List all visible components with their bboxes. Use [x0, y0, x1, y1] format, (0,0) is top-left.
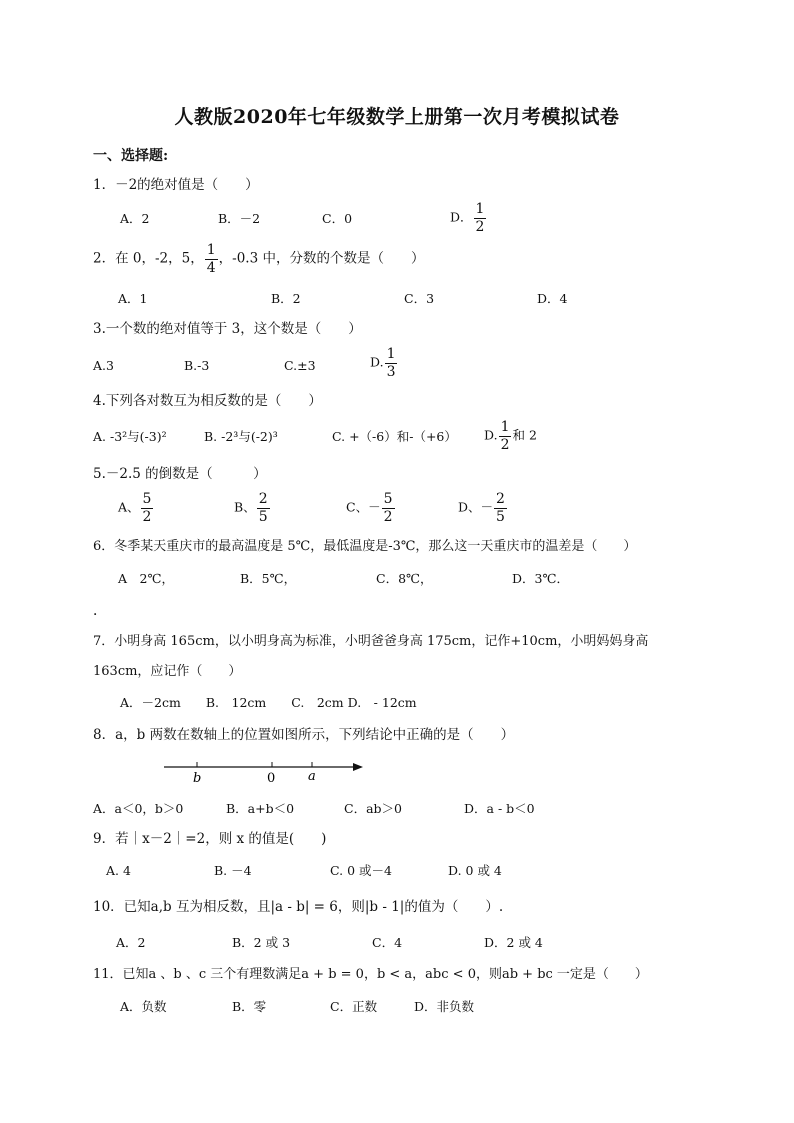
section-heading: 一、选择题: — [93, 148, 169, 164]
q5-option-c-label: C、－ — [346, 499, 381, 515]
q5-a-denominator: 2 — [142, 508, 152, 525]
q4-fraction — [499, 420, 512, 452]
q8-option-c: C．ab＞0 — [344, 801, 402, 816]
q2-option-c: C．3 — [404, 291, 435, 306]
q1-option-c: C．0 — [322, 211, 353, 226]
label-0: 0 — [267, 771, 276, 786]
q2-stem-pre: 2．在 0，-2，5， — [93, 250, 204, 267]
q6-option-b: B．5℃， — [240, 571, 297, 586]
q5-option-a-label: A、 — [118, 499, 140, 515]
q1-option-d-label: D． — [450, 209, 473, 225]
question-8-stem: 8．a，b 两数在数轴上的位置如图所示，下列结论中正确的是（ ） — [93, 727, 515, 743]
q6-option-a: A 2℃， — [118, 571, 174, 586]
q6-option-c: C．8℃， — [376, 571, 433, 586]
q3-option-c: C.±3 — [284, 358, 316, 373]
q2-fraction-denominator: 4 — [206, 259, 216, 276]
q11-option-d: D．非负数 — [414, 999, 475, 1014]
q1-fraction — [474, 202, 487, 234]
q4-option-d-label: D. — [484, 427, 498, 443]
question-11-stem: 11．已知a 、b 、c 三个有理数满足a + b = 0，b < a，abc < 0，则ab + bc 一定是（ ） — [93, 967, 648, 982]
q1-option-d — [450, 202, 487, 234]
q2-fraction-numerator: 1 — [206, 242, 216, 258]
q10-option-d: D．2 或 4 — [484, 935, 543, 950]
number-line-figure — [160, 758, 370, 788]
q2-option-d: D．4 — [537, 291, 568, 306]
q9-option-b: B. －4 — [214, 863, 252, 878]
q9-option-d: D. 0 或 4 — [448, 863, 502, 878]
q2-option-a: A．1 — [118, 291, 148, 306]
question-7-stem-line-1: 7．小明身高 165cm，以小明身高为标准，小明爸爸身高 175cm，记作+10cm，小明妈妈身高 — [93, 634, 649, 649]
question-5-stem: 5.－2.5 的倒数是（ ） — [93, 466, 267, 482]
q4-option-d — [484, 420, 537, 452]
q5-option-d — [458, 492, 508, 524]
question-10-stem: 10．已知a,b 互为相反数，且|a - b| = 6，则|b - 1|的值为（ ）. — [93, 899, 504, 915]
q9-option-a: A. 4 — [106, 863, 131, 878]
number-line-svg — [160, 758, 370, 788]
q4-option-a: A. -3²与(-3)² — [93, 429, 167, 444]
q3-option-a: A.3 — [93, 358, 114, 373]
q5-d-numerator: 2 — [496, 491, 505, 507]
q8-option-a: A．a＜0，b＞0 — [93, 801, 184, 816]
q1-fraction-denominator: 2 — [475, 218, 485, 235]
q3-fraction-denominator: 3 — [386, 363, 396, 380]
q4-fraction-numerator: 1 — [500, 419, 510, 435]
q5-c-denominator: 2 — [383, 508, 393, 525]
q3-option-d-label: D. — [370, 354, 384, 370]
q5-option-a — [118, 492, 154, 524]
q8-option-d: D．a - b＜0 — [464, 801, 535, 816]
q11-option-c: C．正数 — [330, 999, 378, 1014]
q1-option-a: A．2 — [120, 211, 150, 226]
question-2-stem — [93, 243, 424, 275]
page-title: 人教版2020年七年级数学上册第一次月考模拟试卷 — [174, 106, 620, 128]
question-1-stem: 1．－2的绝对值是（ ） — [93, 177, 259, 193]
q5-option-d-label: D、－ — [458, 499, 494, 515]
q2-fraction — [205, 243, 218, 275]
q6-option-d: D．3℃． — [512, 571, 569, 586]
q1-fraction-numerator: 1 — [475, 201, 485, 217]
q5-fraction-b — [257, 492, 270, 524]
q4-fraction-denominator: 2 — [500, 436, 510, 453]
q5-option-b-label: B、 — [234, 499, 256, 515]
q10-option-a: A．2 — [116, 935, 146, 950]
question-9-stem: 9．若｜x－2｜=2，则 x 的值是( ) — [93, 831, 327, 847]
q5-option-b — [234, 492, 271, 524]
q9-option-c: C. 0 或－4 — [330, 863, 392, 878]
q5-c-numerator: 5 — [383, 491, 393, 507]
q5-d-denominator: 5 — [496, 508, 505, 525]
q8-option-b: B．a+b＜0 — [226, 801, 295, 816]
q11-option-b: B．零 — [232, 999, 267, 1014]
question-3-stem: 3.一个数的绝对值等于 3，这个数是（ ） — [93, 321, 362, 337]
q5-b-numerator: 2 — [258, 491, 268, 507]
q3-fraction-numerator: 1 — [386, 346, 396, 362]
q2-stem-post: ，-0.3 中，分数的个数是（ ） — [218, 250, 425, 267]
q4-option-c: C. +（-6）和-（+6） — [332, 429, 457, 444]
q3-option-d — [370, 347, 398, 379]
label-a: a — [308, 769, 316, 784]
q11-option-a: A．负数 — [120, 999, 167, 1014]
question-6-stem: 6．冬季某天重庆市的最高温度是 5℃，最低温度是-3℃，那么这一天重庆市的温差是（ ） — [93, 539, 637, 554]
stray-period: ． — [93, 603, 107, 619]
q5-fraction-a — [141, 492, 154, 524]
q1-option-b: B．－2 — [218, 211, 261, 226]
q5-a-numerator: 5 — [142, 491, 152, 507]
q5-fraction-d — [494, 492, 507, 524]
label-b: b — [193, 771, 202, 786]
q5-option-c — [346, 492, 396, 524]
q2-option-b: B．2 — [271, 291, 301, 306]
q3-option-b: B.-3 — [184, 358, 210, 373]
q7-options: A．－2cm B. 12cm C. 2cm D. - 12cm — [120, 695, 417, 710]
q4-option-b: B. -2³与(-2)³ — [204, 429, 278, 444]
question-4-stem: 4.下列各对数互为相反数的是（ ） — [93, 393, 322, 409]
q5-fraction-c — [382, 492, 395, 524]
question-7-stem-line-2: 163cm，应记作（ ） — [93, 664, 242, 679]
q5-b-denominator: 5 — [258, 508, 268, 525]
number-line-arrow — [353, 763, 363, 771]
q3-fraction — [385, 347, 398, 379]
q10-option-c: C．4 — [372, 935, 403, 950]
q4-option-d-suffix: 和 2 — [512, 427, 537, 443]
q10-option-b: B．2 或 3 — [232, 935, 291, 950]
